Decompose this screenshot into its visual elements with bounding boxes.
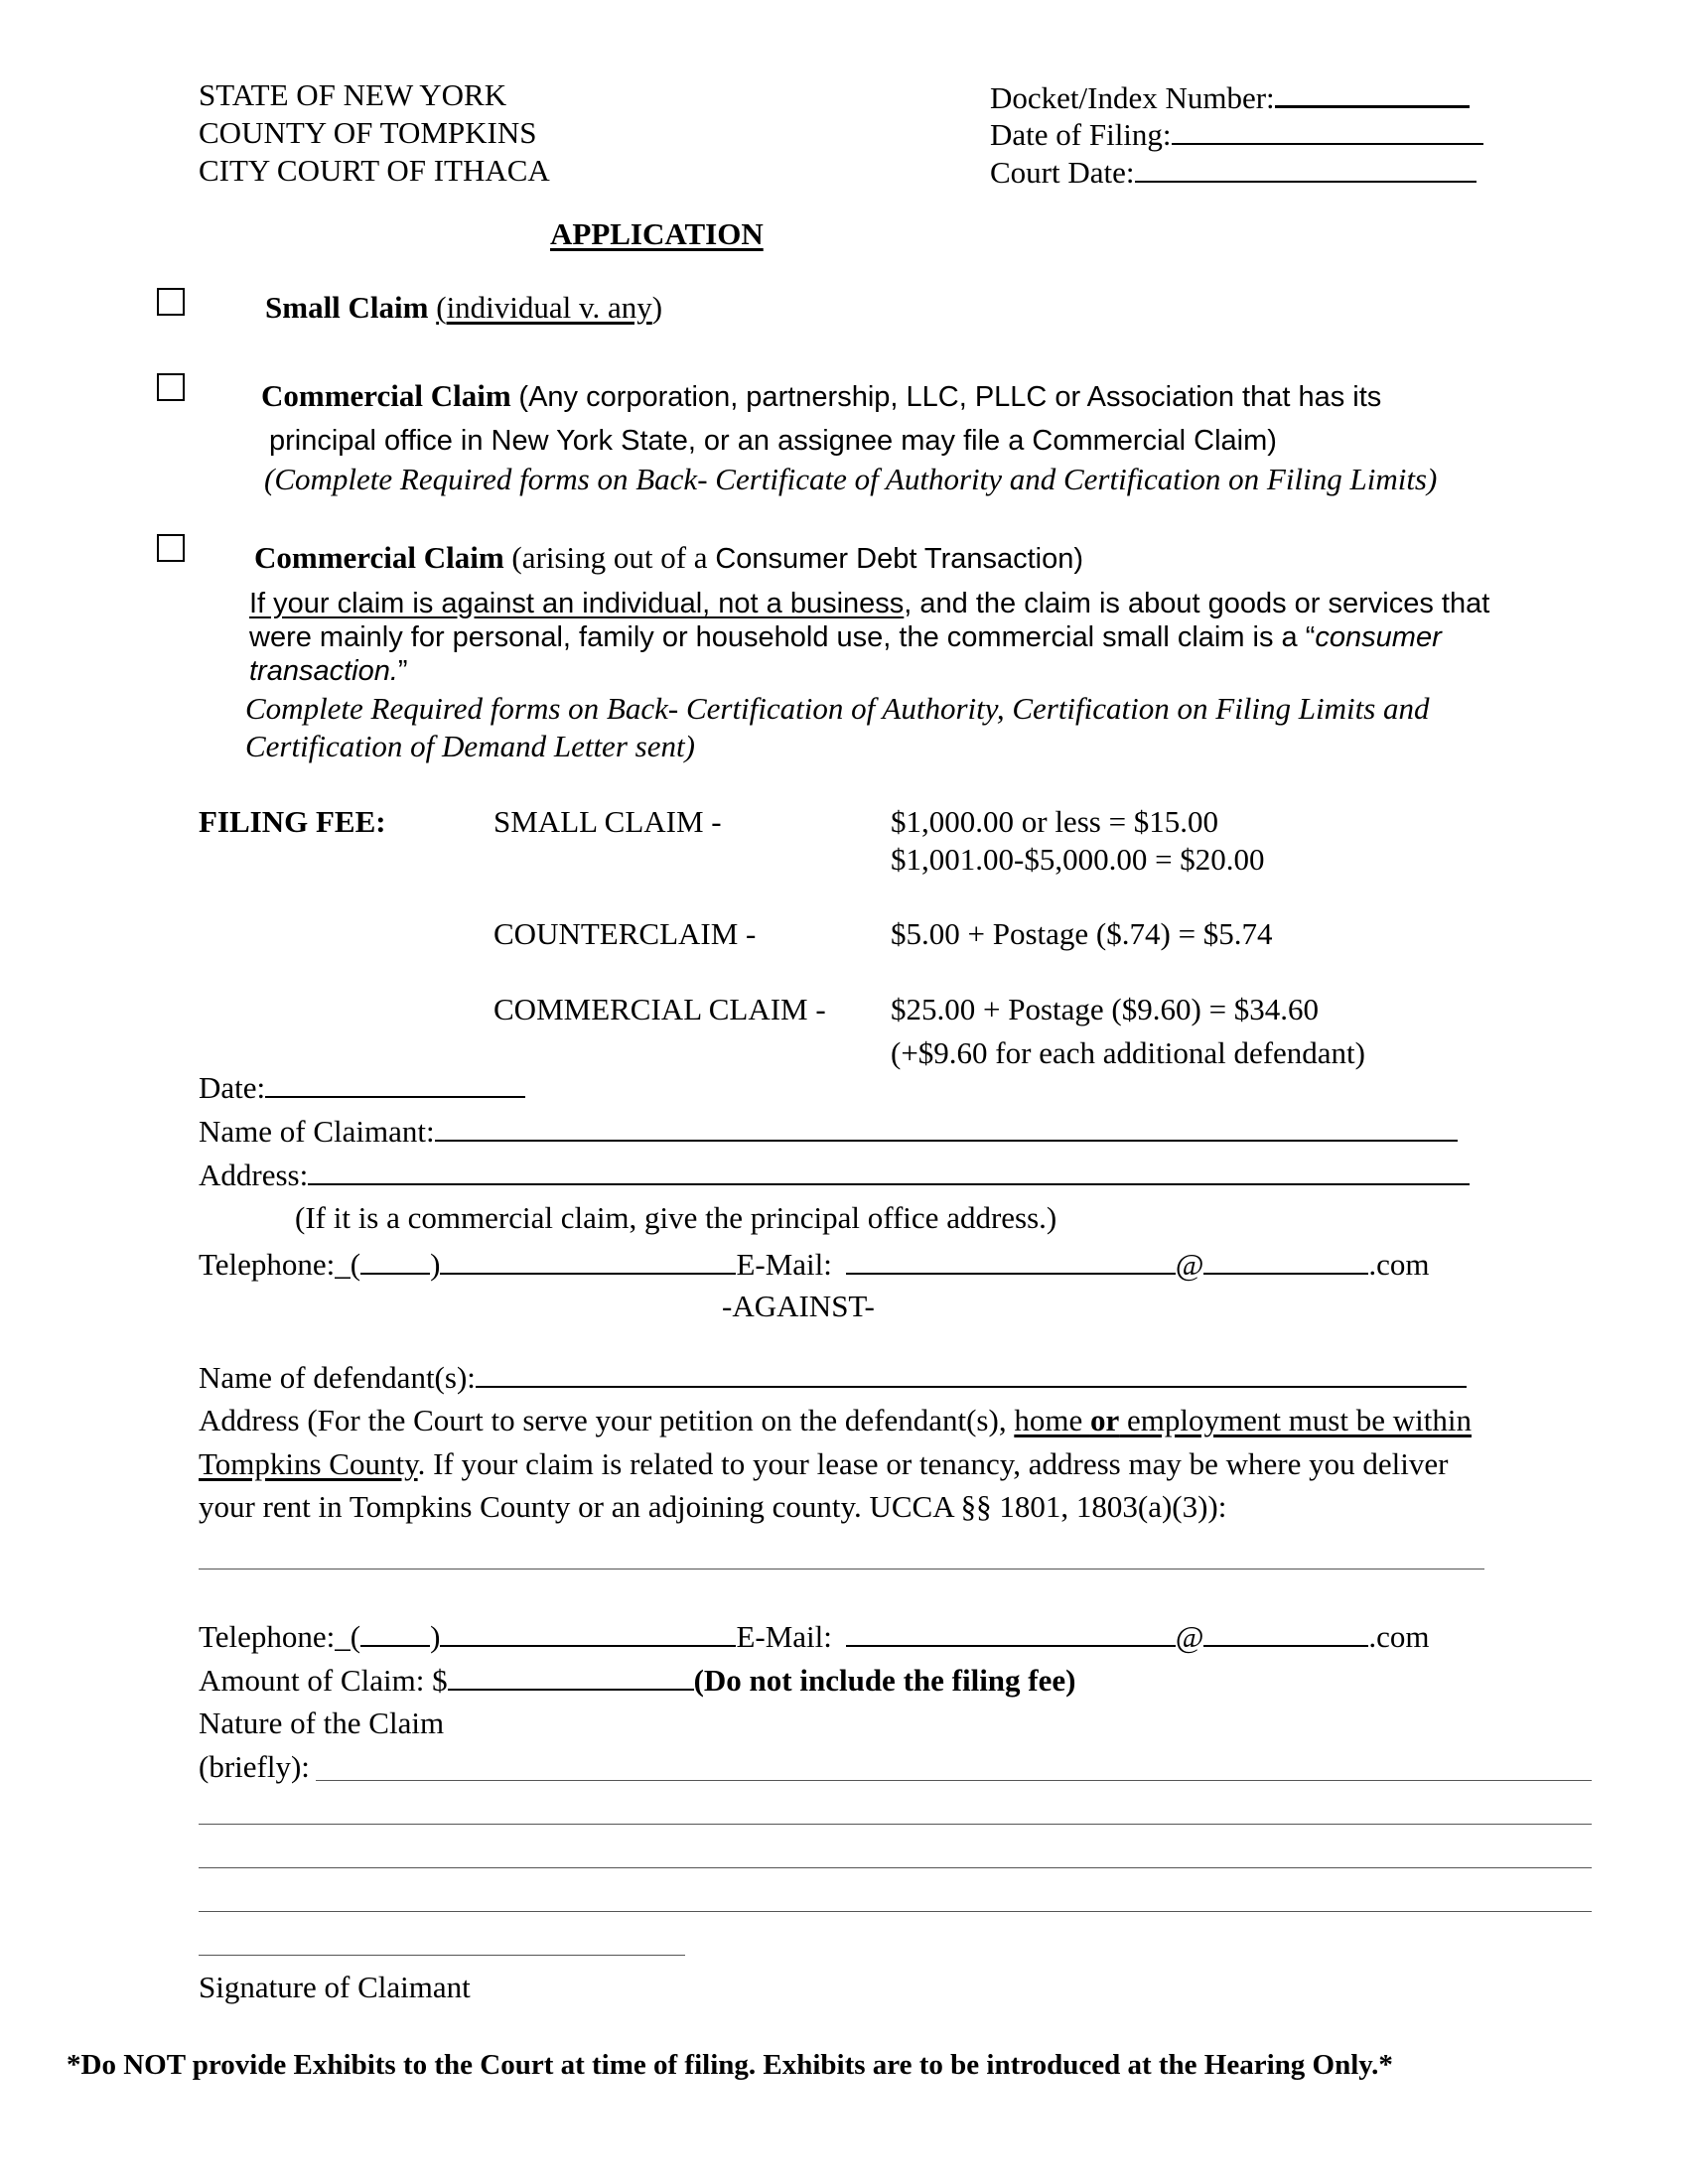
consumer-claim-paren-sans: Consumer Debt Transaction) [715,543,1084,575]
amount-of-claim-note: (Do not include the filing fee) [693,1663,1076,1698]
claimant-address-label: Address: [199,1158,309,1192]
against-heading: -AGAINST- [722,1289,875,1323]
defendant-address-line2-rest: . If your claim is related to your lease or tenancy, address may be where you deliver [417,1446,1449,1481]
fee-small-claim-line1: $1,000.00 or less = $15.00 [891,804,1219,839]
defendant-address-blank[interactable] [199,1569,1484,1570]
nature-line-1[interactable] [316,1780,1592,1781]
commercial-claim-label: Commercial Claim [261,378,511,413]
fee-small-claim-line2: $1,001.00-$5,000.00 = $20.00 [891,842,1265,877]
court-date-blank[interactable] [1135,155,1477,183]
claimant-contact-row [199,1247,1430,1280]
consumer-claim-line3-ital: transaction. [249,655,398,687]
defendant-name-field[interactable] [199,1360,1467,1393]
consumer-claim-line2-ital: consumer [1315,621,1442,653]
defendant-address-or: or [1089,1403,1120,1437]
consumer-claim-line2-pre: were mainly for personal, family or household use, the commercial small claim is a “ [249,621,1316,653]
claimant-telephone-label: Telephone:_( [199,1247,361,1282]
amount-of-claim-field[interactable] [199,1663,1075,1696]
defendant-area-code-blank[interactable] [360,1619,430,1647]
small-claim-desc: individual v. any [446,290,652,325]
header-state: STATE OF NEW YORK [199,77,507,112]
small-claim-option [265,292,662,323]
docket-label: Docket/Index Number: [990,80,1275,115]
defendant-address-line3: your rent in Tompkins County or an adjoining county. UCCA §§ 1801, 1803(a)(3)): [199,1489,1227,1524]
claimant-name-label: Name of Claimant: [199,1114,435,1149]
consumer-claim-line3-end: ” [397,655,408,687]
defendant-address-line1 [199,1405,1472,1435]
signature-label: Signature of Claimant [199,1970,471,2004]
claimant-email-user-blank[interactable] [846,1247,1176,1275]
claimant-address-note: (If it is a commercial claim, give the principal office address.) [295,1200,1057,1235]
defendant-telephone-close: ) [430,1619,441,1654]
defendant-telephone-blank[interactable] [440,1619,736,1647]
consumer-claim-line1-rest: , and the claim is about goods or services that [904,588,1490,619]
commercial-claim-option [261,380,1381,412]
fee-commercial-value: $25.00 + Postage ($9.60) = $34.60 [891,992,1320,1026]
fee-counterclaim-label: COUNTERCLAIM - [493,916,757,951]
court-date-label: Court Date: [990,155,1135,190]
consumer-claim-paren: (arising out of a [511,540,716,575]
defendant-email-com: .com [1368,1619,1430,1654]
defendant-email-label: E-Mail: [736,1619,832,1654]
commercial-claim-note: (Complete Required forms on Back- Certificate of Authority and Certification on Filing Limits) [264,462,1438,496]
date-of-filing-field[interactable] [990,117,1483,150]
claimant-telephone-close: ) [430,1247,441,1282]
footer-notice: *Do NOT provide Exhibits to the Court at time of filing. Exhibits are to be introduced at the Hearing Only.* [67,2049,1393,2081]
consumer-claim-note1: Complete Required forms on Back- Certification of Authority, Certification on Filing Limits and [245,691,1430,726]
consumer-claim-line2 [249,623,1442,652]
claimant-telephone-blank[interactable] [440,1247,736,1275]
fee-small-claim-label: SMALL CLAIM - [493,804,722,839]
amount-of-claim-blank[interactable] [448,1663,694,1691]
claimant-area-code-blank[interactable] [360,1247,430,1275]
date-label: Date: [199,1070,266,1105]
small-claim-close-paren: ) [651,290,663,325]
date-blank[interactable] [265,1070,525,1098]
claimant-email-com: .com [1368,1247,1430,1282]
date-field[interactable] [199,1070,525,1103]
defendant-contact-row [199,1619,1430,1652]
nature-line-2[interactable] [199,1824,1592,1825]
date-of-filing-blank[interactable] [1172,117,1483,145]
consumer-claim-line3 [249,657,408,686]
header-court: CITY COURT OF ITHACA [199,153,550,188]
amount-of-claim-label: Amount of Claim: $ [199,1663,448,1698]
docket-field[interactable] [990,79,1470,113]
court-date-field[interactable] [990,155,1477,188]
consumer-claim-line1 [249,590,1489,618]
claimant-email-label: E-Mail: [736,1247,832,1282]
date-of-filing-label: Date of Filing: [990,117,1172,152]
defendant-name-label: Name of defendant(s): [199,1360,476,1395]
small-claim-label: Small Claim [265,290,429,325]
defendant-address-line2 [199,1448,1448,1479]
claimant-name-field[interactable] [199,1114,1458,1147]
defendant-address-line1-pre: Address (For the Court to serve your petition on the defendant(s), [199,1403,1015,1437]
commercial-claim-checkbox[interactable] [157,373,185,401]
claimant-address-blank[interactable] [308,1158,1470,1185]
nature-of-claim-field[interactable] [199,1751,310,1782]
defendant-email-user-blank[interactable] [846,1619,1176,1647]
fee-counterclaim-value: $5.00 + Postage ($.74) = $5.74 [891,916,1273,951]
defendant-name-blank[interactable] [476,1360,1467,1388]
consumer-claim-note2: Certification of Demand Letter sent) [245,729,695,763]
signature-line[interactable] [199,1955,685,1956]
filing-fee-label: FILING FEE: [199,804,386,839]
defendant-telephone-label: Telephone:_( [199,1619,361,1654]
nature-of-claim-label: Nature of the Claim [199,1706,445,1740]
defendant-email-domain-blank[interactable] [1203,1619,1368,1647]
defendant-address-employment: employment must be within [1119,1403,1472,1437]
page-title: APPLICATION [550,216,764,251]
claimant-email-at: @ [1175,1247,1204,1282]
consumer-claim-label: Commercial Claim [254,540,504,575]
fee-commercial-label: COMMERCIAL CLAIM - [493,992,826,1026]
fee-commercial-note: (+$9.60 for each additional defendant) [891,1035,1365,1070]
defendant-address-home: home [1014,1403,1090,1437]
consumer-claim-checkbox[interactable] [157,534,185,562]
nature-line-3[interactable] [199,1867,1592,1868]
nature-line-4[interactable] [199,1911,1592,1912]
small-claim-checkbox[interactable] [157,288,185,316]
nature-briefly-label: (briefly): [199,1749,310,1784]
commercial-claim-line2: principal office in New York State, or an assignee may file a Commercial Claim) [269,425,1277,457]
defendant-email-at: @ [1175,1619,1204,1654]
claimant-name-blank[interactable] [435,1114,1458,1142]
header-county: COUNTY OF TOMPKINS [199,115,537,150]
docket-blank[interactable] [1275,79,1470,108]
consumer-claim-option [254,542,1083,574]
claimant-address-field[interactable] [199,1158,1470,1190]
claimant-email-domain-blank[interactable] [1203,1247,1368,1275]
defendant-address-county: Tompkins County [199,1446,418,1481]
small-claim-open-paren: ( [436,290,447,325]
consumer-claim-line1-underlined: If your claim is against an individual, not a business [249,588,905,619]
commercial-claim-line1: (Any corporation, partnership, LLC, PLLC or Association that has its [518,381,1382,413]
